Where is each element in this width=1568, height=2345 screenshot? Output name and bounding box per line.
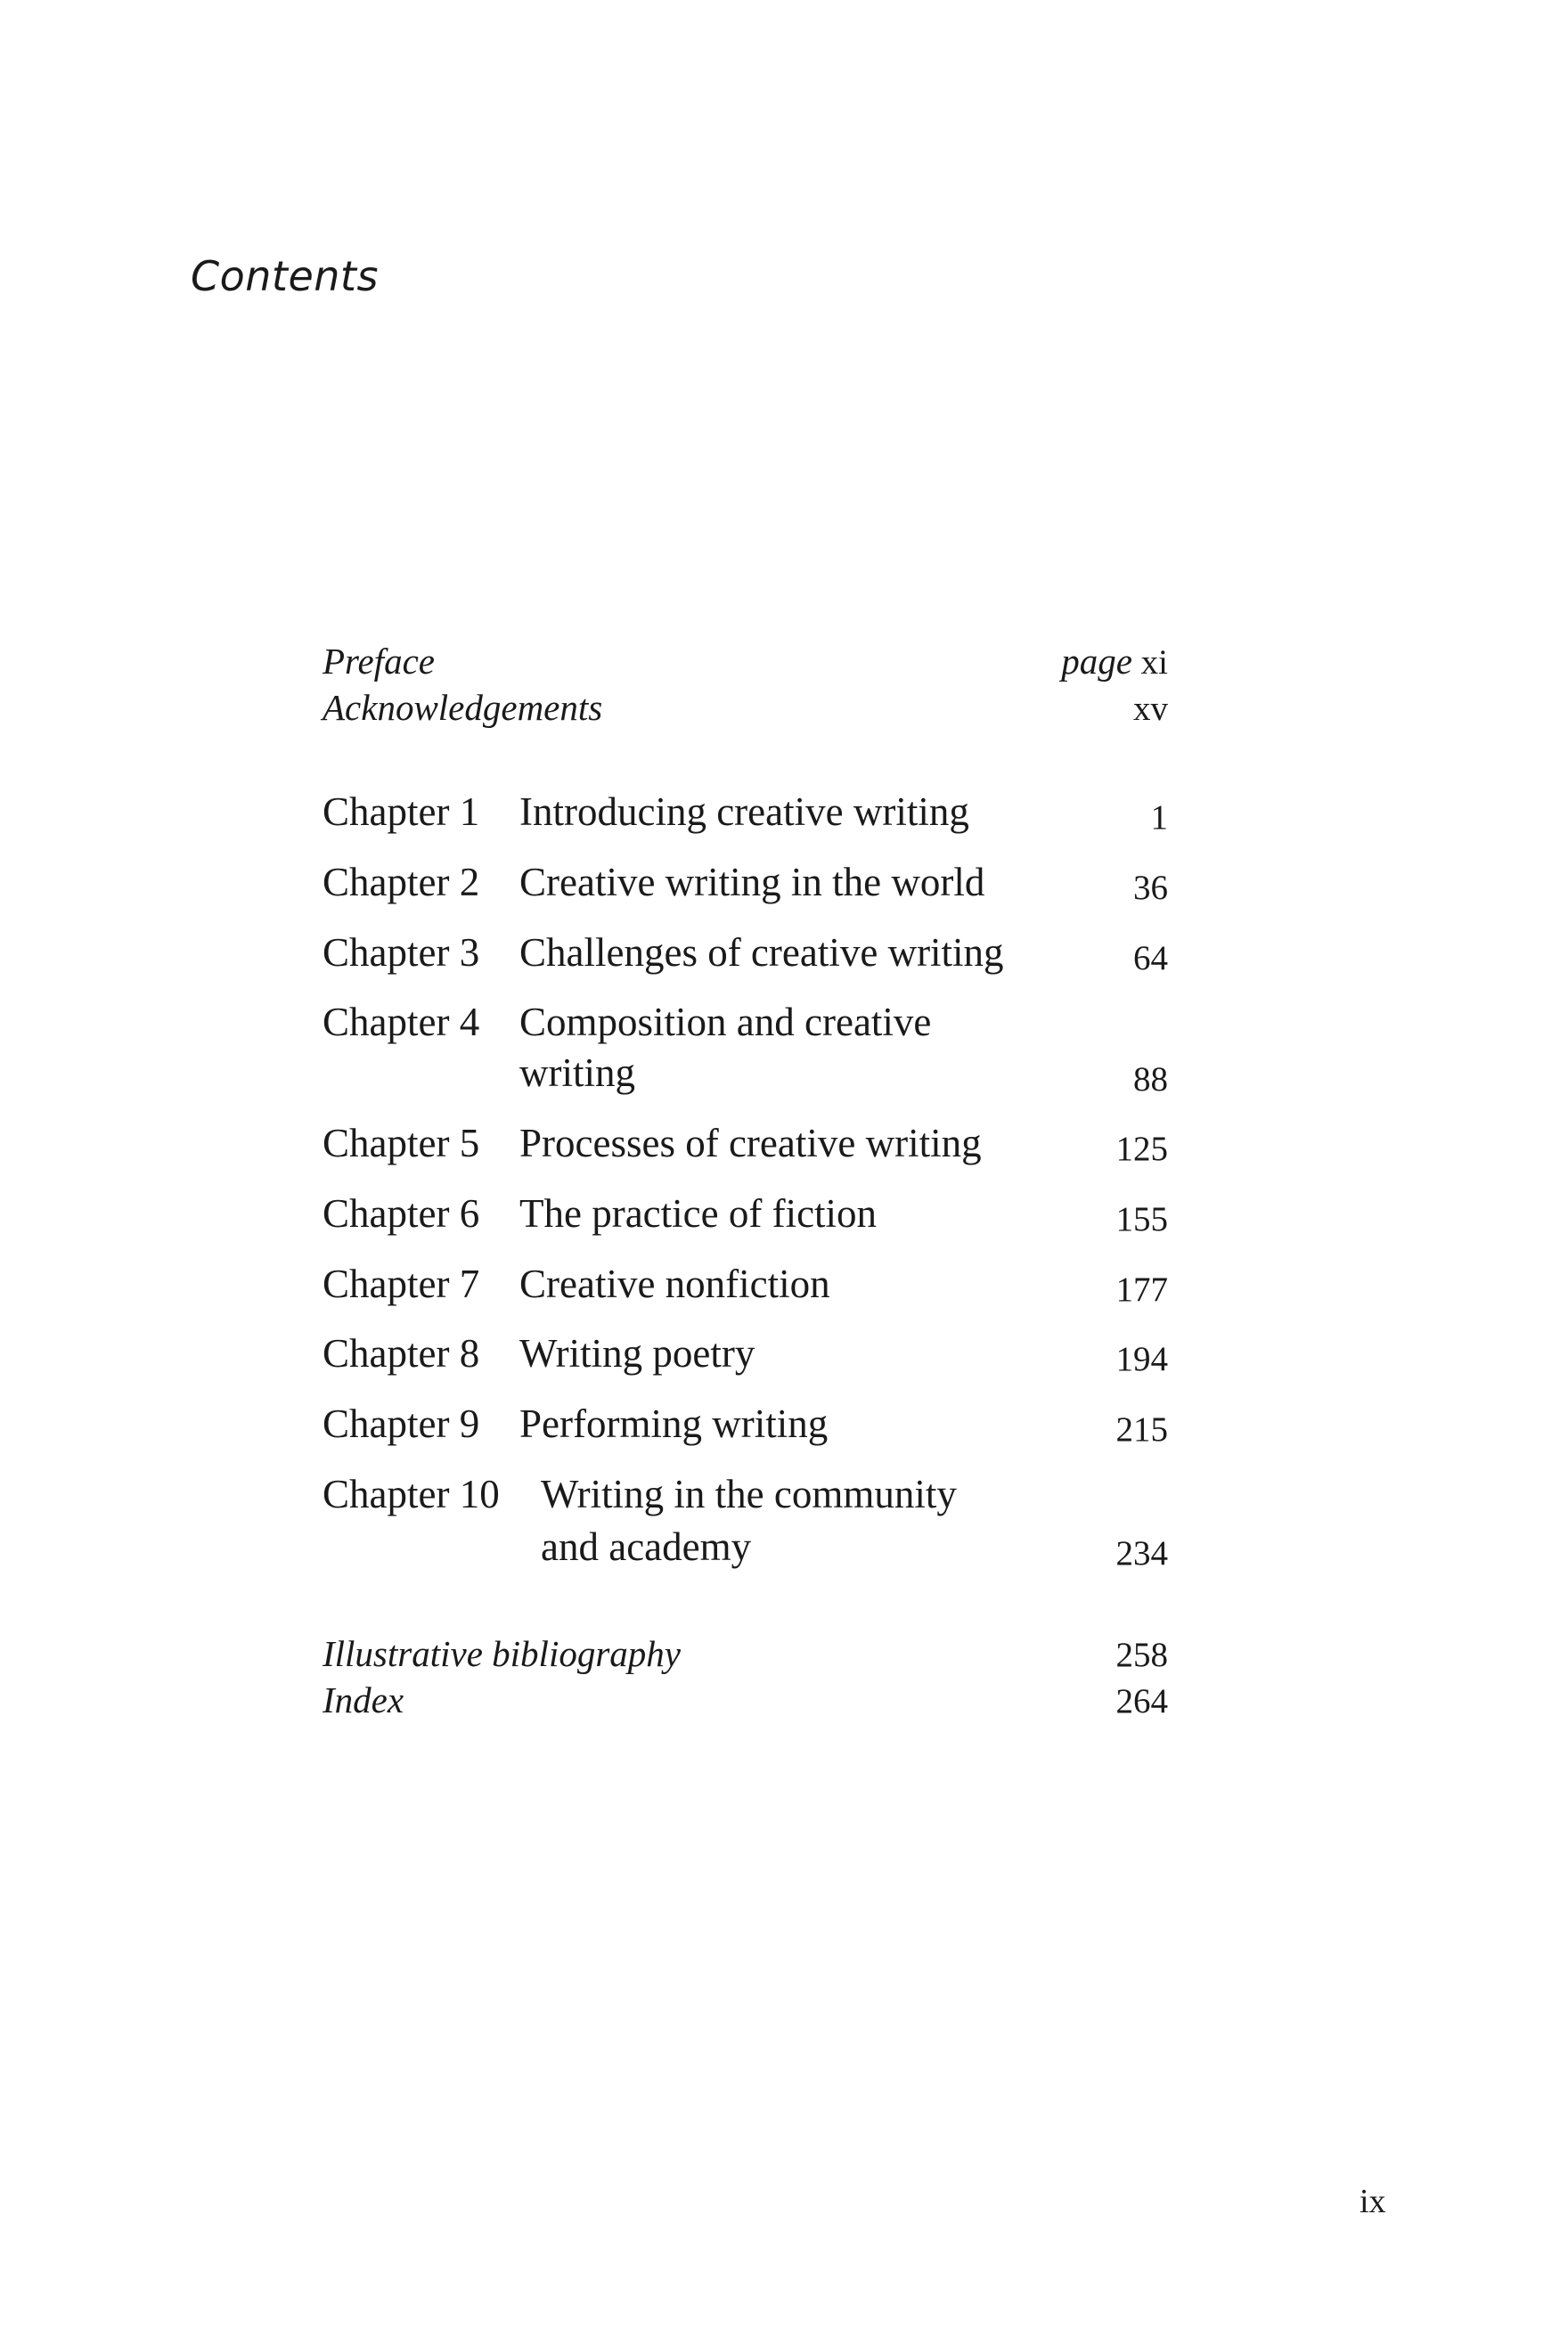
chapter-label: Chapter 3 (323, 930, 480, 975)
chapter-title: Writing poetry (519, 1331, 755, 1376)
chapter-page: 125 (1115, 1130, 1168, 1168)
toc-entry-preface: Preface (323, 641, 435, 682)
toc-entry-index: Index (323, 1679, 404, 1720)
chapter-label: Chapter 4 (323, 1000, 480, 1044)
chapter-title: Creative nonfiction (519, 1262, 830, 1306)
chapter-page: 1 (1150, 798, 1168, 837)
chapter-label: Chapter 10 (323, 1472, 500, 1516)
chapter-label: Chapter 6 (323, 1191, 480, 1236)
chapter-label: Chapter 2 (323, 860, 480, 904)
page-number-folio: ix (1360, 2183, 1386, 2220)
chapter-title-continued: and academy (541, 1524, 752, 1569)
chapter-title: Composition and creative (519, 1000, 932, 1044)
chapter-title: Performing writing (519, 1401, 829, 1446)
chapter-title: Challenges of creative writing (519, 930, 1004, 975)
chapter-label: Chapter 9 (323, 1401, 480, 1446)
chapter-title: Processes of creative writing (519, 1121, 982, 1165)
chapter-page: 155 (1115, 1200, 1168, 1238)
chapter-label: Chapter 8 (323, 1331, 480, 1376)
chapter-page: 177 (1115, 1271, 1168, 1309)
toc-page-bibliography: 258 (1115, 1636, 1168, 1674)
toc-page-index: 264 (1115, 1682, 1168, 1720)
chapter-page: 64 (1133, 939, 1168, 977)
page-number: xi (1140, 643, 1168, 682)
chapter-page: 215 (1115, 1410, 1168, 1449)
page-title: Contents (191, 252, 379, 300)
page-prefix: page (1061, 641, 1132, 682)
chapter-label: Chapter 5 (323, 1121, 480, 1165)
chapter-page: 194 (1115, 1340, 1168, 1378)
toc-page-preface (1061, 643, 1168, 680)
toc-page-acknowledgements: xv (1133, 690, 1168, 728)
chapter-page: 234 (1115, 1534, 1168, 1573)
toc-entry-bibliography: Illustrative bibliography (323, 1633, 681, 1674)
chapter-title: Writing in the community (541, 1472, 957, 1516)
toc-entry-acknowledgements: Acknowledgements (323, 687, 603, 728)
chapter-label: Chapter 1 (323, 789, 480, 834)
chapter-title: The practice of fiction (519, 1191, 878, 1236)
chapter-page: 36 (1133, 869, 1168, 907)
chapter-title-continued: writing (519, 1050, 635, 1095)
chapter-page: 88 (1133, 1060, 1168, 1099)
chapter-title: Introducing creative writing (519, 789, 969, 834)
chapter-title: Creative writing in the world (519, 860, 985, 904)
chapter-label: Chapter 7 (323, 1262, 480, 1306)
